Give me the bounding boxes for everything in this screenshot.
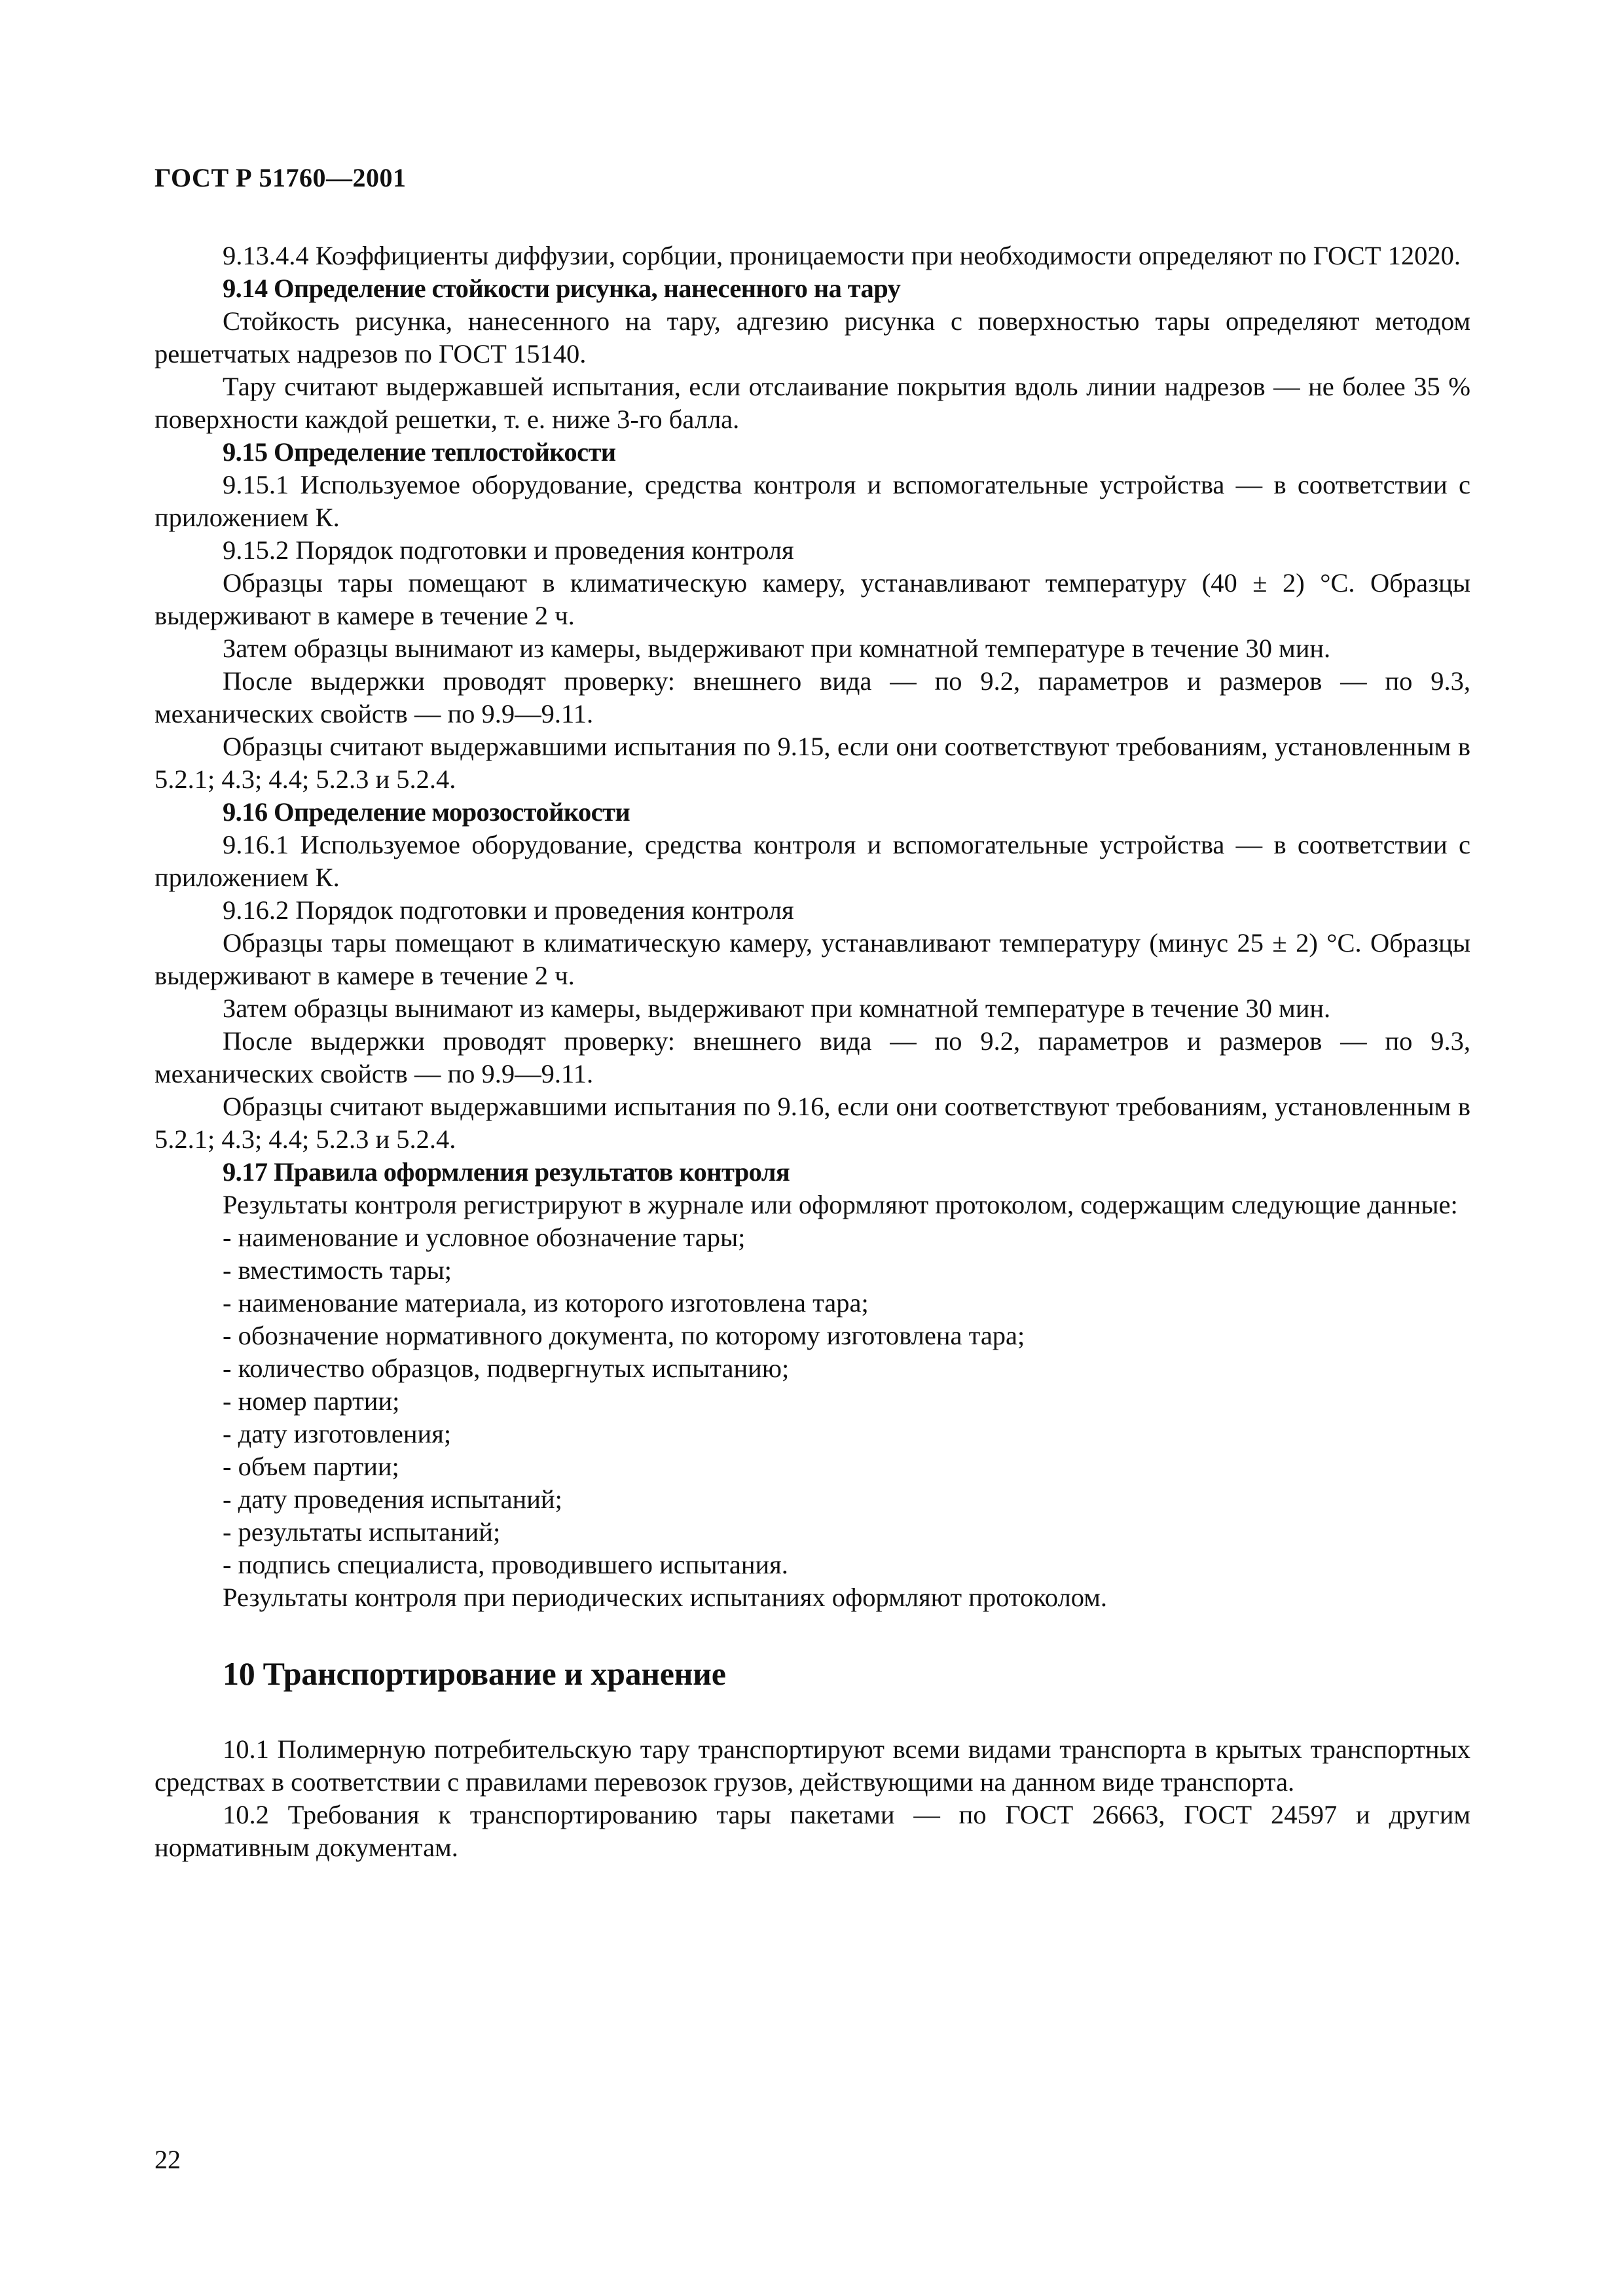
list-item: - подпись специалиста, проводившего испытания. <box>223 1550 788 1579</box>
paragraph-10-1: 10.1 Полимерную потребительскую тару транспортируют всеми видами транспорта в крытых транспортных средствах в соответствии с правилами перевозок грузов, действующими на данном виде транспорта. <box>155 1734 1470 1797</box>
heading-9-15: 9.15 Определение теплостойкости <box>223 437 616 467</box>
paragraph-10-2: 10.2 Требования к транспортированию тары пакетами — по ГОСТ 26663, ГОСТ 24597 и другим нормативным документам. <box>155 1800 1470 1862</box>
paragraph-9-15-2-d: Образцы считают выдержавшими испытания по 9.15, если они соответствуют требованиям, установленным в 5.2.1; 4.3; 4.4; 5.2.3 и 5.2.4. <box>155 732 1470 794</box>
document-header: ГОСТ Р 51760—2001 <box>155 163 407 192</box>
paragraph-9-17-end: Результаты контроля при периодических испытаниях оформляют протоколом. <box>223 1583 1108 1612</box>
paragraph-9-13-4-4: 9.13.4.4 Коэффициенты диффузии, сорбции, проницаемости при необходимости определяют по ГОСТ 12020. <box>223 241 1461 270</box>
list-item: - наименование материала, из которого изготовлена тара; <box>223 1288 869 1318</box>
section-10-title: 10 Транспортирование и хранение <box>223 1655 726 1692</box>
list-item: - дату проведения испытаний; <box>223 1484 562 1514</box>
paragraph-9-15-1: 9.15.1 Используемое оборудование, средства контроля и вспомогательные устройства — в соответствии с приложением К. <box>155 470 1470 532</box>
paragraph-9-16-2-c: После выдержки проводят проверку: внешнего вида — по 9.2, параметров и размеров — по 9.3, механических свойств — по 9.9—9.11. <box>155 1026 1470 1088</box>
paragraph-9-16-2-b: Затем образцы вынимают из камеры, выдерживают при комнатной температуре в течение 30 мин. <box>223 994 1331 1023</box>
paragraph-9-14-a: Стойкость рисунка, нанесенного на тару, адгезию рисунка с поверхностью тары определяют методом решетчатых надрезов по ГОСТ 15140. <box>155 306 1470 368</box>
paragraph-9-16-1: 9.16.1 Используемое оборудование, средства контроля и вспомогательные устройства — в соответствии с приложением К. <box>155 830 1470 892</box>
heading-9-16: 9.16 Определение морозостойкости <box>223 797 630 827</box>
page-content <box>155 240 1470 1864</box>
list-item: - результаты испытаний; <box>223 1517 501 1547</box>
paragraph-9-16-2: 9.16.2 Порядок подготовки и проведения контроля <box>223 895 794 925</box>
list-item: - объем партии; <box>223 1452 399 1481</box>
page-number: 22 <box>155 2145 181 2174</box>
paragraph-9-14-b: Тару считают выдержавшей испытания, если отслаивание покрытия вдоль линии надрезов — не более 35 % поверхности каждой решетки, т. е. ниже 3-го балла. <box>155 372 1470 434</box>
list-item: - обозначение нормативного документа, по которому изготовлена тара; <box>223 1321 1025 1350</box>
paragraph-9-17-intro: Результаты контроля регистрируют в журнале или оформляют протоколом, содержащим следующие данные: <box>223 1190 1458 1219</box>
paragraph-9-16-2-a: Образцы тары помещают в климатическую камеру, устанавливают температуру (минус 25 ± 2) °С. Образцы выдерживают в камере в течение 2 ч. <box>155 928 1470 990</box>
paragraph-9-15-2-b: Затем образцы вынимают из камеры, выдерживают при комнатной температуре в течение 30 мин. <box>223 634 1331 663</box>
list-item: - номер партии; <box>223 1386 400 1416</box>
list-item: - дату изготовления; <box>223 1419 452 1448</box>
paragraph-9-16-2-d: Образцы считают выдержавшими испытания по 9.16, если они соответствуют требованиям, установленным в 5.2.1; 4.3; 4.4; 5.2.3 и 5.2.4. <box>155 1092 1470 1154</box>
paragraph-9-15-2-c: После выдержки проводят проверку: внешнего вида — по 9.2, параметров и размеров — по 9.3, механических свойств — по 9.9—9.11. <box>155 666 1470 728</box>
list-9-17 <box>155 1221 1470 1581</box>
paragraph-9-15-2: 9.15.2 Порядок подготовки и проведения контроля <box>223 535 794 565</box>
heading-9-17: 9.17 Правила оформления результатов контроля <box>223 1157 790 1187</box>
list-item: - вместимость тары; <box>223 1255 452 1285</box>
paragraph-9-15-2-a: Образцы тары помещают в климатическую камеру, устанавливают температуру (40 ± 2) °С. Образцы выдерживают в камере в течение 2 ч. <box>155 568 1470 630</box>
heading-9-14: 9.14 Определение стойкости рисунка, нанесенного на тару <box>223 274 901 303</box>
list-item: - количество образцов, подвергнутых испытанию; <box>223 1354 790 1383</box>
list-item: - наименование и условное обозначение тары; <box>223 1223 746 1252</box>
